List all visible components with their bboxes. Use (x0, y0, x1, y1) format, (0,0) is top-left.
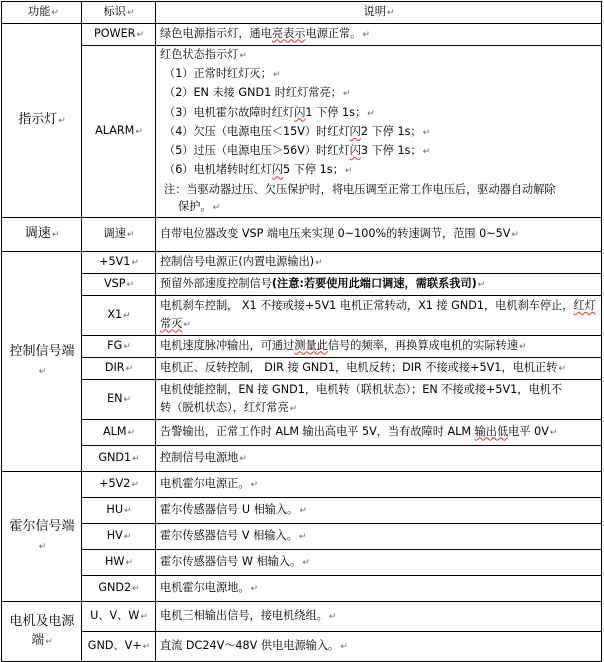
table-row-gnd2 (2, 576, 602, 602)
table-row-alm (2, 420, 602, 446)
table-row-x1 (2, 296, 602, 336)
table-row-hv (2, 524, 602, 550)
signal-id-5v2: +5V2↵ (82, 472, 156, 498)
signal-id-en: EN↵ (82, 380, 156, 420)
signal-id-gnd-vplus: GND、V+↵ (82, 632, 156, 662)
table-row-hw (2, 550, 602, 576)
group-speed: 调速↵ (2, 218, 82, 252)
table-row-alarm (2, 46, 602, 218)
alarm-line-5: （5）过压（电源电压＞56V）时红灯闪3 下停 1s；↵ (164, 144, 431, 158)
signal-desc-hw: 霍尔传感器信号 W 相输入。↵ (156, 550, 602, 576)
signal-id-power: POWER↵ (82, 24, 156, 46)
signal-desc-hu: 霍尔传感器信号 U 相输入。↵ (156, 498, 602, 524)
table-row-gnd-vplus (2, 632, 602, 662)
alarm-note-continued: 保护。↵ (178, 199, 221, 213)
signal-id-gnd1: GND1↵ (82, 446, 156, 472)
alarm-line-4: （4）欠压（电源电压＜15V）时红灯闪2 下停 1s；↵ (164, 124, 431, 138)
signal-desc-power: 绿色电源指示灯，通电亮表示电源正常。↵ (156, 24, 602, 46)
signal-desc-gnd1: 控制信号电源地↵ (156, 446, 602, 472)
table-row-speed (2, 218, 602, 252)
alarm-line-3: （3）电机霍尔故障时红灯闪1 下停 1s；↵ (164, 105, 375, 119)
header-description: 说明↵ (156, 2, 602, 24)
alarm-line-6: （6）电机堵转时红灯闪5 下停 1s；↵ (164, 163, 353, 177)
signal-id-dir: DIR↵ (82, 358, 156, 380)
signal-desc-5v1: 控制信号电源正(内置电源输出)↵ (156, 252, 602, 274)
signal-id-hw: HW↵ (82, 550, 156, 576)
signal-id-hu: HU↵ (82, 498, 156, 524)
table-row-gnd1 (2, 446, 602, 472)
alarm-title: 红色状态指示灯↵ (160, 48, 247, 62)
table-row-5v2 (2, 472, 602, 498)
alarm-line-1: （1）正常时红灯灭；↵ (164, 67, 281, 81)
signal-desc-en: 电机使能控制，EN 接 GND1，电机转（联机状态）；EN 不接或接+5V1，电机不 转（脱机状态），红灯常亮↵ (156, 380, 602, 420)
table-row-fg (2, 336, 602, 358)
signal-id-gnd2: GND2↵ (82, 576, 156, 602)
table-row-hu (2, 498, 602, 524)
signal-desc-vsp: 预留外部速度控制信号(注意:若要使用此端口调速，需联系我司)↵ (156, 274, 602, 296)
signal-desc-alarm (156, 46, 602, 218)
interface-spec-table (1, 1, 602, 662)
signal-desc-dir: 电机正、反转控制， DIR 接 GND1，电机反转；DIR 不接或接+5V1，电机正转↵ (156, 358, 602, 380)
signal-desc-fg: 电机速度脉冲输出，可通过测量此信号的频率，再换算成电机的实际转速↵ (156, 336, 602, 358)
alarm-note: 注：当驱动器过压、欠压保护时，将电压调至正常工作电压后，驱动器自动解除 (164, 182, 556, 196)
signal-id-uvw: U、V、W↵ (82, 602, 156, 632)
signal-id-hv: HV↵ (82, 524, 156, 550)
signal-desc-uvw: 电机三相输出信号，接电机绕组。↵ (156, 602, 602, 632)
table-row-vsp (2, 274, 602, 296)
table-row-5v1 (2, 252, 602, 274)
table-row-dir (2, 358, 602, 380)
signal-id-5v1: +5V1↵ (82, 252, 156, 274)
group-hall-signal: 霍尔信号端↵ (2, 472, 82, 602)
signal-desc-speed: 自带电位器改变 VSP 端电压来实现 0~100%的转速调节，范围 0~5V↵ (156, 218, 602, 252)
signal-id-alarm: ALARM↵ (82, 46, 156, 218)
group-indicator: 指示灯↵ (2, 24, 82, 218)
group-motor-power: 电机及电源端↵ (2, 602, 82, 662)
signal-id-speed: 调速↵ (82, 218, 156, 252)
signal-desc-hv: 霍尔传感器信号 V 相输入。↵ (156, 524, 602, 550)
table-row-uvw (2, 602, 602, 632)
group-control-signal: 控制信号端↵ (2, 252, 82, 472)
signal-id-alm: ALM↵ (82, 420, 156, 446)
signal-id-vsp: VSP↵ (82, 274, 156, 296)
header-row (2, 2, 602, 24)
header-identifier: 标识↵ (82, 2, 156, 24)
header-function: 功能↵ (2, 2, 82, 24)
signal-desc-x1: 电机刹车控制， X1 不接或接+5V1 电机正常转动，X1 接 GND1，电机刹车停止，红灯常灭↵ (156, 296, 602, 336)
signal-id-fg: FG↵ (82, 336, 156, 358)
table-row-en (2, 380, 602, 420)
signal-desc-alm: 告警输出，正常工作时 ALM 输出高电平 5V，当有故障时 ALM 输出低电平 0V↵ (156, 420, 602, 446)
signal-desc-5v2: 电机霍尔电源正。↵ (156, 472, 602, 498)
table-row-power (2, 24, 602, 46)
signal-desc-gnd2: 电机霍尔电源地。↵ (156, 576, 602, 602)
alarm-line-2: （2）EN 未接 GND1 时红灯常亮；↵ (164, 86, 351, 100)
signal-desc-gnd-vplus: 直流 DC24V～48V 供电电源输入。↵ (156, 632, 602, 662)
signal-id-x1: X1↵ (82, 296, 156, 336)
